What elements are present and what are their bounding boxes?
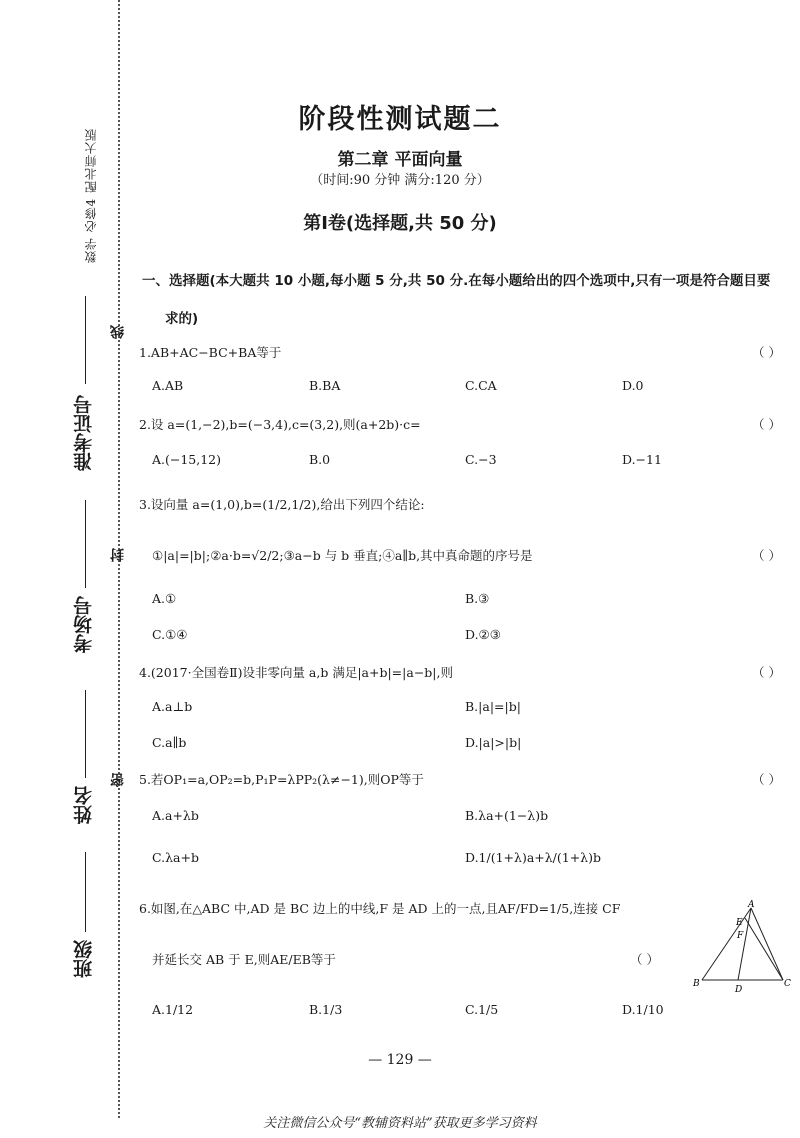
part-instructions-line2: 求的)	[165, 311, 199, 327]
name-label: 姓名	[73, 786, 95, 824]
question-2-stem: 2.设 a=(1,−2),b=(−3,4),c=(3,2),则(a+2b)·c=	[139, 417, 421, 432]
question-5-stem: 5.若OP₁=a,OP₂=b,P₁P=λPP₂(λ≠−1),则OP等于	[139, 772, 424, 787]
option-5a: A.a+λb	[152, 808, 199, 823]
option-5c: C.λa+b	[152, 850, 199, 865]
label-f: F	[737, 931, 744, 941]
option-1b: B.BA	[309, 378, 341, 393]
label-e: E	[736, 918, 743, 928]
question-3-stem: 3.设向量 a=(1,0),b=(1/2,1/2),给出下列四个结论:	[139, 497, 425, 512]
option-2c: C.−3	[465, 452, 497, 467]
label-c: C	[784, 979, 791, 989]
footer-watermark-note: 关注微信公众号“教辅资料站”获取更多学习资料	[263, 1116, 537, 1131]
option-1d: D.0	[622, 378, 644, 393]
option-3b: B.③	[465, 591, 490, 606]
option-2d: D.−11	[622, 452, 662, 467]
option-6a: A.1/12	[152, 1002, 194, 1017]
option-2a: A.(−15,12)	[152, 452, 222, 467]
name-line	[85, 690, 86, 778]
label-d: D	[735, 985, 743, 995]
option-6b: B.1/3	[309, 1002, 343, 1017]
triangle-figure	[680, 900, 795, 995]
option-6c: C.1/5	[465, 1002, 499, 1017]
answer-paren: （ ）	[752, 345, 781, 360]
class-line	[85, 852, 86, 932]
book-info-vertical: 数学 必修4 配北师大版	[84, 128, 98, 264]
exam-time-score: （时间:90 分钟 满分:120 分）	[310, 173, 490, 188]
option-5b: B.λa+(1−λ)b	[465, 808, 549, 823]
label-a: A	[748, 900, 755, 910]
page-title: 阶段性测试题二	[298, 104, 502, 135]
exam-number-line	[85, 296, 86, 384]
answer-paren: （ ）	[752, 417, 781, 432]
answer-paren: （ ）	[752, 548, 781, 563]
part-instructions-line1: 一、选择题(本大题共 10 小题,每小题 5 分,共 50 分.在每小题给出的四个选项中,只有一项是符合题目要	[142, 273, 771, 289]
question-4-stem: 4.(2017·全国卷Ⅱ)设非零向量 a,b 满足|a+b|=|a−b|,则	[139, 665, 453, 680]
option-2b: B.0	[309, 452, 331, 467]
side-ac	[751, 908, 783, 980]
answer-paren: （ ）	[752, 772, 781, 787]
exam-room-line	[85, 500, 86, 588]
chapter-subtitle: 第二章 平面向量	[337, 150, 463, 170]
exam-room-label: 考场号	[73, 596, 95, 653]
section-title: 第Ⅰ卷(选择题,共 50 分)	[303, 213, 497, 234]
question-1-stem: 1.AB+AC−BC+BA等于	[139, 345, 282, 360]
side-ab	[702, 908, 751, 980]
option-3a: A.①	[152, 591, 177, 606]
option-5d: D.1/(1+λ)a+λ/(1+λ)b	[465, 850, 601, 865]
page-number: — 129 —	[368, 1052, 432, 1068]
question-6-stem-line2: 并延长交 AB 于 E,则AE/EB等于	[152, 952, 336, 967]
question-6-stem: 6.如图,在△ABC 中,AD 是 BC 边上的中线,F 是 AD 上的一点,且AF/FD=1/5,连接 CF	[139, 901, 621, 916]
option-4d: D.|a|>|b|	[465, 735, 522, 750]
class-label: 班级	[73, 940, 95, 978]
seal-char-line: 线	[110, 325, 126, 339]
label-b: B	[693, 979, 700, 989]
option-1c: C.CA	[465, 378, 497, 393]
option-4a: A.a⊥b	[152, 699, 193, 714]
exam-number-label: 准考证号	[73, 395, 95, 471]
answer-paren: （ ）	[630, 952, 659, 967]
answer-paren: （ ）	[752, 665, 781, 680]
option-3c: C.①④	[152, 627, 188, 642]
option-3d: D.②③	[465, 627, 501, 642]
seal-char-seal: 封	[110, 548, 126, 562]
option-4c: C.a∥b	[152, 735, 187, 750]
line-ec	[745, 918, 783, 980]
option-4b: B.|a|=|b|	[465, 699, 521, 714]
option-1a: A.AB	[152, 378, 184, 393]
question-3-stem-line2: ①|a|=|b|;②a·b=√2/2;③a−b 与 b 垂直;④a∥b,其中真命题的序号是	[152, 548, 533, 563]
seal-char-secret: 密	[110, 773, 126, 787]
option-6d: D.1/10	[622, 1002, 664, 1017]
